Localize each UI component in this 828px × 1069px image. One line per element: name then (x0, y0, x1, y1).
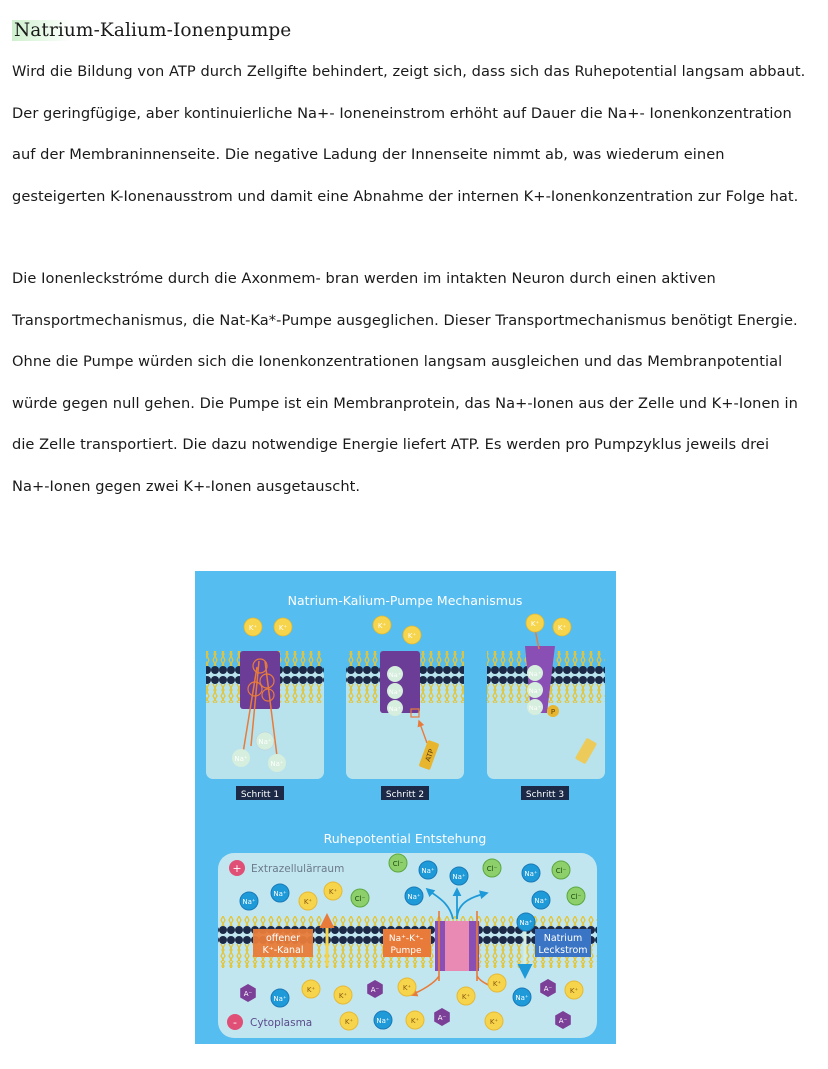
na-ion (271, 989, 289, 1007)
svg-text:K⁺: K⁺ (402, 984, 412, 992)
k-ion (274, 618, 292, 636)
svg-text:A⁻: A⁻ (370, 986, 380, 994)
svg-text:A⁻: A⁻ (243, 990, 253, 998)
phosphate-molecule (547, 705, 559, 717)
cl-ion (567, 887, 585, 905)
svg-text:Na⁺: Na⁺ (519, 919, 533, 927)
svg-text:Cl⁻: Cl⁻ (555, 867, 567, 875)
svg-text:Na⁺: Na⁺ (528, 704, 542, 712)
na-ion (268, 754, 286, 772)
svg-text:K⁺: K⁺ (303, 898, 313, 906)
svg-text:Cl⁻: Cl⁻ (392, 860, 404, 868)
paragraph-1-line: auf der Membraninnenseite. Die negative Ladung der Innenseite nimmt ab, was wiederum einen (12, 146, 725, 163)
pump-label: Na⁺-K⁺- (388, 934, 424, 944)
svg-text:K⁺: K⁺ (492, 980, 502, 988)
k-channel-label: offener (266, 933, 300, 944)
svg-text:Cl⁻: Cl⁻ (486, 865, 498, 873)
svg-text:K⁺: K⁺ (407, 632, 417, 640)
paragraph-1 (12, 51, 822, 217)
k-ion (373, 616, 391, 634)
leak-label: Natrium (543, 933, 583, 944)
k-ion (406, 1011, 424, 1029)
k-ion (403, 626, 421, 644)
paragraph-1-line: gesteigerten K-Ionenausstrom und damit eine Abnahme der internen K+-Ionenkonzentration zur Folge hat. (12, 187, 799, 205)
na-ion (532, 891, 550, 909)
step-3-label: Schritt 3 (525, 790, 565, 800)
svg-text:K⁺: K⁺ (328, 888, 338, 896)
na-ion (527, 665, 543, 681)
svg-text:Na⁺: Na⁺ (388, 671, 402, 679)
k-ion (324, 882, 342, 900)
svg-text:K⁺: K⁺ (461, 993, 471, 1001)
svg-text:Na⁺: Na⁺ (273, 890, 287, 898)
k-ion (457, 987, 475, 1005)
svg-text:Na⁺: Na⁺ (258, 738, 272, 746)
na-ion (271, 884, 289, 902)
na-ion (387, 683, 403, 699)
paragraph-2-line: Die Ionenleckstróme durch die Axonmem- bran werden im intakten Neuron durch einen aktiven (12, 270, 716, 287)
k-ion (302, 980, 320, 998)
paragraph-2-line: Ohne die Pumpe würden sich die Ionenkonzentrationen langsam ausgleichen und das Membranpotential (12, 353, 783, 370)
k-ion (565, 981, 583, 999)
k-ion (485, 1012, 503, 1030)
pump-label: Pumpe (390, 946, 422, 956)
na-ion (527, 699, 543, 715)
na-ion (405, 887, 423, 905)
paragraph-2-line: die Zelle transportiert. Die dazu notwendige Energie liefert ATP. Es werden pro Pumpzyklus jeweils drei (12, 436, 770, 453)
na-ion (522, 864, 540, 882)
na-ion (527, 682, 543, 698)
na-ion (450, 867, 468, 885)
svg-text:Na⁺: Na⁺ (388, 705, 402, 713)
svg-text:Na⁺: Na⁺ (388, 688, 402, 696)
svg-text:Na⁺: Na⁺ (452, 873, 466, 881)
svg-text:Na⁺: Na⁺ (407, 893, 421, 901)
na-ion (513, 988, 531, 1006)
svg-text:Na⁺: Na⁺ (242, 898, 256, 906)
paragraph-1-line: Der geringfügige, aber kontinuierliche Na+- Ioneneinstrom erhöht auf Dauer die Na+- Ionenkonzentration (12, 104, 792, 122)
paragraph-2-line: würde gegen null gehen. Die Pumpe ist ein Membranprotein, das Na+-Ionen aus der Zelle und K+-Ionen in (12, 394, 798, 412)
svg-text:K⁺: K⁺ (569, 987, 579, 995)
svg-text:Cl⁻: Cl⁻ (354, 895, 366, 903)
na-ion (232, 749, 250, 767)
svg-text:Na⁺: Na⁺ (234, 755, 248, 763)
sodium-potassium-pump-figure (195, 571, 616, 1044)
svg-text:K⁺: K⁺ (306, 986, 316, 994)
svg-text:Na⁺: Na⁺ (270, 760, 284, 768)
k-ion (299, 892, 317, 910)
cl-ion (483, 859, 501, 877)
svg-text:ATP: ATP (424, 747, 436, 763)
svg-text:K⁺: K⁺ (377, 622, 387, 630)
svg-text:Na⁺: Na⁺ (528, 670, 542, 678)
svg-text:K⁺: K⁺ (278, 624, 288, 632)
k-ion (244, 618, 262, 636)
k-ion (488, 974, 506, 992)
svg-text:K⁺: K⁺ (344, 1018, 354, 1026)
svg-text:Cl⁻: Cl⁻ (570, 893, 582, 901)
svg-text:Na⁺: Na⁺ (528, 687, 542, 695)
svg-text:K⁺: K⁺ (410, 1017, 420, 1025)
na-ion (419, 861, 437, 879)
svg-text:K⁺: K⁺ (489, 1018, 499, 1026)
k-channel-label: K⁺-Kanal (262, 945, 304, 956)
k-ion (340, 1012, 358, 1030)
svg-text:K⁺: K⁺ (530, 620, 540, 628)
plus-sign: + (232, 862, 242, 875)
figure-title-top: Natrium-Kalium-Pumpe Mechanismus (287, 593, 523, 608)
page-title: Natrium-Kalium-Ionenpumpe (14, 20, 292, 41)
svg-text:Na⁺: Na⁺ (515, 994, 529, 1002)
k-ion (398, 978, 416, 996)
svg-text:A⁻: A⁻ (558, 1017, 568, 1025)
svg-text:K⁺: K⁺ (338, 992, 348, 1000)
cl-ion (389, 854, 407, 872)
k-ion (526, 614, 544, 632)
svg-text:A⁻: A⁻ (543, 985, 553, 993)
svg-text:Na⁺: Na⁺ (524, 870, 538, 878)
resting-potential-panel (218, 853, 597, 1038)
svg-text:K⁺: K⁺ (557, 624, 567, 632)
paragraph-2 (12, 258, 822, 507)
svg-text:Na⁺: Na⁺ (421, 867, 435, 875)
cl-ion (552, 861, 570, 879)
cl-ion (351, 889, 369, 907)
svg-text:A⁻: A⁻ (437, 1014, 447, 1022)
extracellular-label: Extrazellulärraum (251, 863, 345, 875)
minus-sign: - (233, 1016, 237, 1029)
na-ion (256, 732, 274, 750)
na-ion (374, 1011, 392, 1029)
svg-text:Na⁺: Na⁺ (376, 1017, 390, 1025)
na-ion (517, 913, 535, 931)
step-2-label: Schritt 2 (385, 790, 425, 800)
na-ion (240, 892, 258, 910)
step-1-label: Schritt 1 (240, 790, 280, 800)
svg-text:P: P (550, 708, 556, 716)
svg-text:Na⁺: Na⁺ (534, 897, 548, 905)
figure-title-bottom: Ruhepotential Entstehung (323, 831, 487, 846)
leak-label: Leckstrom (538, 945, 588, 956)
paragraph-2-line: Transportmechanismus, die Nat-Ka*-Pumpe ausgeglichen. Dieser Transportmechanismus benötigt Energie. (12, 311, 798, 329)
na-ion (387, 700, 403, 716)
cytoplasm-label: Cytoplasma (250, 1017, 313, 1029)
paragraph-1-line: Wird die Bildung von ATP durch Zellgifte behindert, zeigt sich, dass sich das Ruhepotential langsam abbaut. (12, 63, 806, 80)
paragraph-2-line: Na+-Ionen gegen zwei K+-Ionen ausgetauscht. (12, 477, 361, 495)
svg-text:Na⁺: Na⁺ (273, 995, 287, 1003)
na-ion (387, 666, 403, 682)
svg-text:K⁺: K⁺ (248, 624, 258, 632)
k-ion (334, 986, 352, 1004)
k-ion (553, 618, 571, 636)
